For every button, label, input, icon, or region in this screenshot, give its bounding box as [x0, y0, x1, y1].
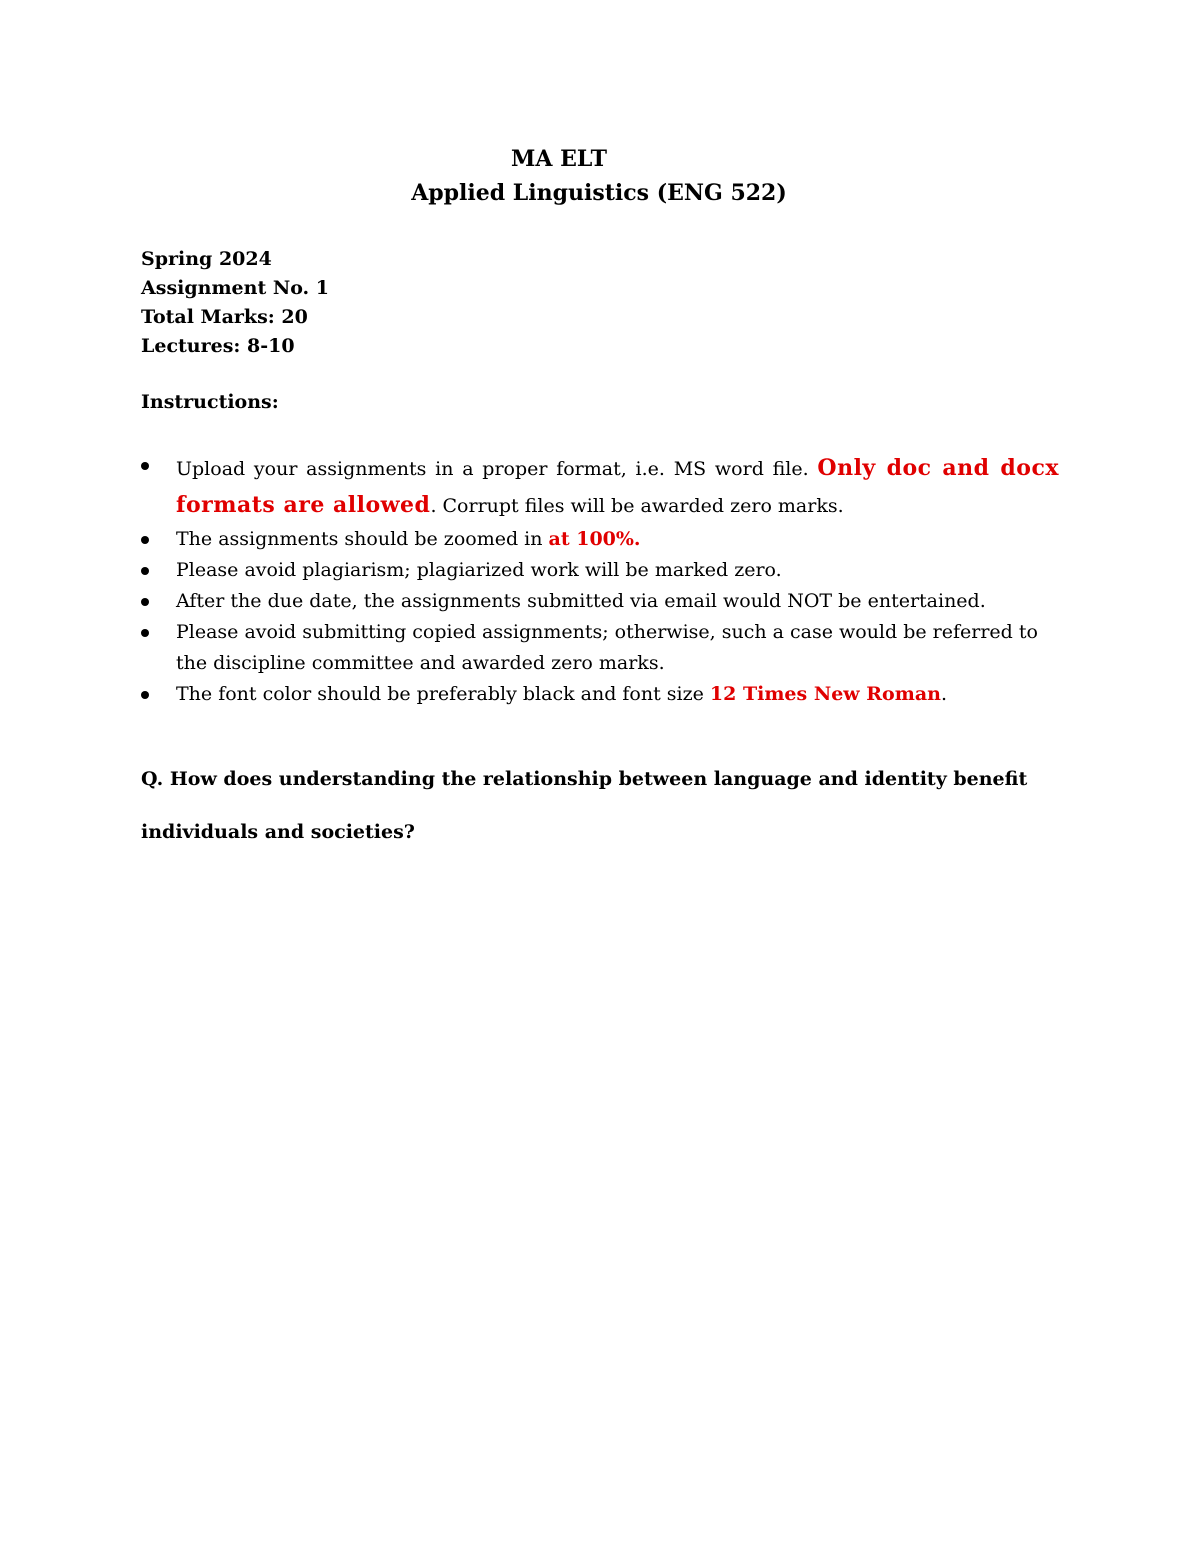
item-text: The assignments should be zoomed in — [176, 528, 549, 550]
item-text: Upload your assignments in a proper format, i.e. MS word file. — [176, 458, 818, 480]
bullet-icon — [141, 691, 149, 699]
semester: Spring 2024 — [141, 248, 272, 270]
list-item — [141, 524, 1059, 555]
item-text: Please avoid plagiarism; plagiarized work will be marked zero. — [176, 559, 782, 581]
bullet-icon — [141, 629, 149, 637]
item-highlight: Only doc and docx formats are allowed — [176, 455, 1059, 518]
list-item — [141, 450, 1059, 524]
item-highlight: 12 Times New Roman — [709, 683, 941, 705]
item-text-end: . Corrupt files will be awarded zero marks. — [430, 495, 844, 517]
item-text: Please avoid submitting copied assignments; otherwise, such a case would be referred to the discipline committee and awarded zero marks. — [176, 621, 1038, 674]
instructions-list — [141, 450, 1059, 710]
document-title: MA ELT — [511, 146, 607, 172]
item-text: The font color should be preferably black and font size — [176, 683, 710, 705]
instructions-heading: Instructions: — [141, 391, 279, 413]
bullet-icon — [141, 567, 149, 575]
lectures: Lectures: 8-10 — [141, 335, 295, 357]
item-highlight: at 100%. — [548, 528, 641, 550]
assignment-meta — [141, 245, 329, 361]
course-title: Applied Linguistics (ENG 522) — [411, 180, 787, 206]
item-text-end: . — [940, 683, 947, 705]
list-item — [141, 555, 1059, 586]
list-item — [141, 617, 1059, 679]
bullet-icon — [141, 536, 149, 544]
item-text: After the due date, the assignments submitted via email would NOT be entertained. — [176, 590, 986, 612]
bullet-icon — [141, 462, 149, 470]
total-marks: Total Marks: 20 — [141, 306, 308, 328]
assignment-question: Q. How does understanding the relationship between language and identity benefit individuals and societies? — [141, 768, 1028, 843]
list-item — [141, 679, 1059, 710]
bullet-icon — [141, 598, 149, 606]
assignment-number: Assignment No. 1 — [141, 277, 330, 299]
list-item — [141, 586, 1059, 617]
